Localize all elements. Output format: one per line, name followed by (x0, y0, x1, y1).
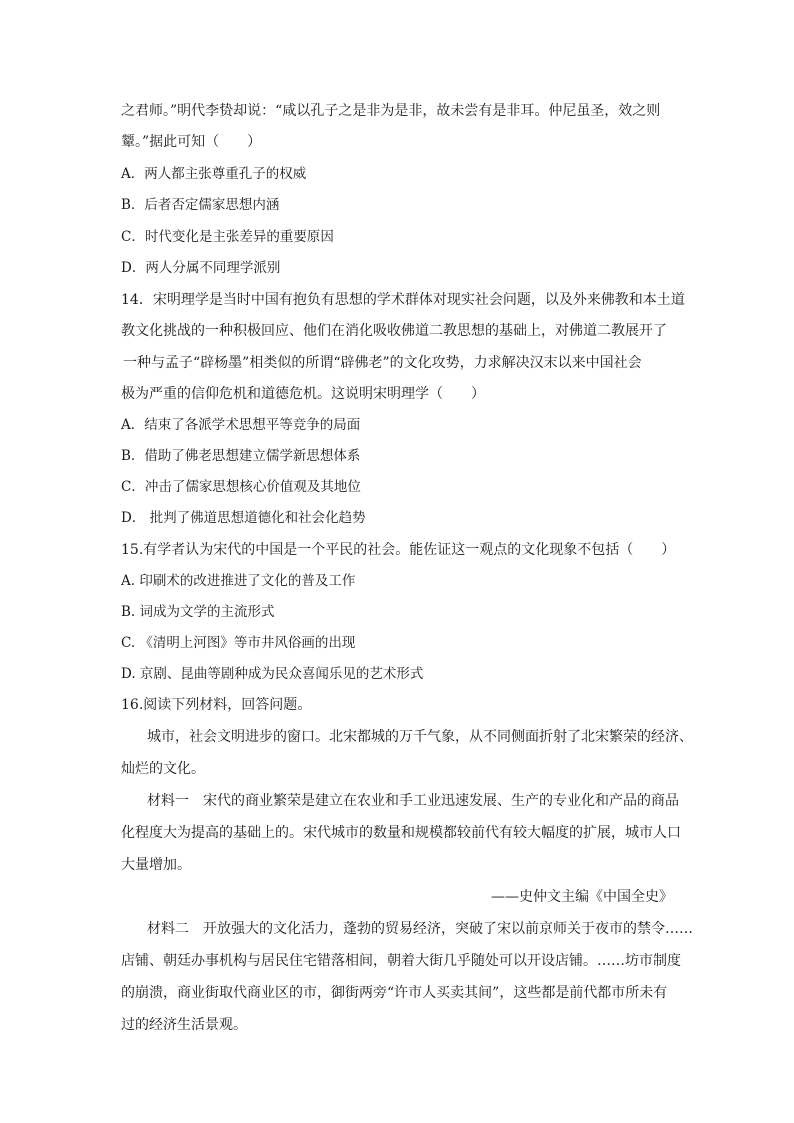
q14-stem-line: 教文化挑战的一种积极回应、他们在消化吸收佛道二教思想的基础上，对佛道二教展开了 (121, 323, 667, 339)
q14-option-d: D． 批判了佛道思想道德化和社会化趋势 (121, 510, 366, 526)
q13-stem-line: 之君师。”明代李贽却说：“咸以孔子之是非为是非，故未尝有是非耳。仲尼虽圣，效之则 (121, 103, 661, 119)
q13-option-a: A．两人都主张尊重孔子的权威 (121, 166, 307, 182)
q15-option-d: D. 京剧、昆曲等剧种成为民众喜闻乐见的艺术形式 (121, 666, 424, 682)
q14-option-c: C．冲击了儒家思想核心价值观及其地位 (121, 479, 361, 495)
material-two-line: 材料二 开放强大的文化活力，蓬勃的贸易经济，突破了宋以前京师关于夜市的禁令…… (147, 921, 693, 937)
q13-option-d: D．两人分属不同理学派别 (121, 260, 281, 276)
q14-option-a: A．结束了各派学术思想平等竞争的局面 (121, 417, 361, 433)
material-one-line: 材料一 宋代的商业繁荣是建立在农业和手工业迅速发展、生产的专业化和产品的商品 (147, 793, 679, 809)
material-two-line: 店铺、朝廷办事机构与居民住宅错落相间，朝着大街几乎随处可以开设店铺。……坊市制度 (121, 953, 681, 969)
material-one-line: 化程度大为提高的基础上的。宋代城市的数量和规模都较前代有较大幅度的扩展，城市人口 (121, 825, 681, 841)
q16-intro-line: 城市，社会文明进步的窗口。北宋都城的万千气象，从不同侧面折射了北宋繁荣的经济、 (147, 729, 693, 745)
q14-stem-line: 一种与孟子“辟杨墨”相类似的所谓“辟佛老”的文化攻势，力求解决汉末以来中国社会 (123, 355, 642, 371)
material-one-line: 大量增加。 (121, 857, 191, 873)
q14-option-b: B．借助了佛老思想建立儒学新思想体系 (121, 448, 361, 464)
q13-option-c: C．时代变化是主张差异的重要原因 (121, 229, 334, 245)
material-two-line: 过的经济生活景观。 (121, 1017, 247, 1033)
q13-option-b: B．后者否定儒家思想内涵 (121, 197, 280, 213)
q16-intro-line: 灿烂的文化。 (121, 761, 205, 777)
material-two-line: 的崩溃，商业街取代商业区的市，御街两旁“许市人买卖其间”，这些都是前代都市所未有 (121, 985, 668, 1001)
q14-stem-line: 14．宋明理学是当时中国有抱负有思想的学术群体对现实社会问题，以及外来佛教和本土道 (121, 292, 685, 308)
q14-stem-line: 极为严重的信仰危机和道德危机。这说明宋明理学（ ） (121, 386, 485, 402)
q15-stem: 15.有学者认为宋代的中国是一个平民的社会。能佐证这一观点的文化现象不包括（ ） (121, 542, 676, 558)
q15-option-b: B. 词成为文学的主流形式 (121, 604, 275, 620)
q13-stem-line: 颦。”据此可知（ ） (121, 134, 262, 150)
q15-option-c: C. 《清明上河图》等市井风俗画的出现 (121, 635, 356, 651)
q15-option-a: A. 印刷术的改进推进了文化的普及工作 (121, 573, 356, 589)
q16-stem: 16.阅读下列材料，回答问题。 (121, 697, 312, 713)
material-one-source: ——史仲文主编《中国全史》 (491, 889, 673, 905)
